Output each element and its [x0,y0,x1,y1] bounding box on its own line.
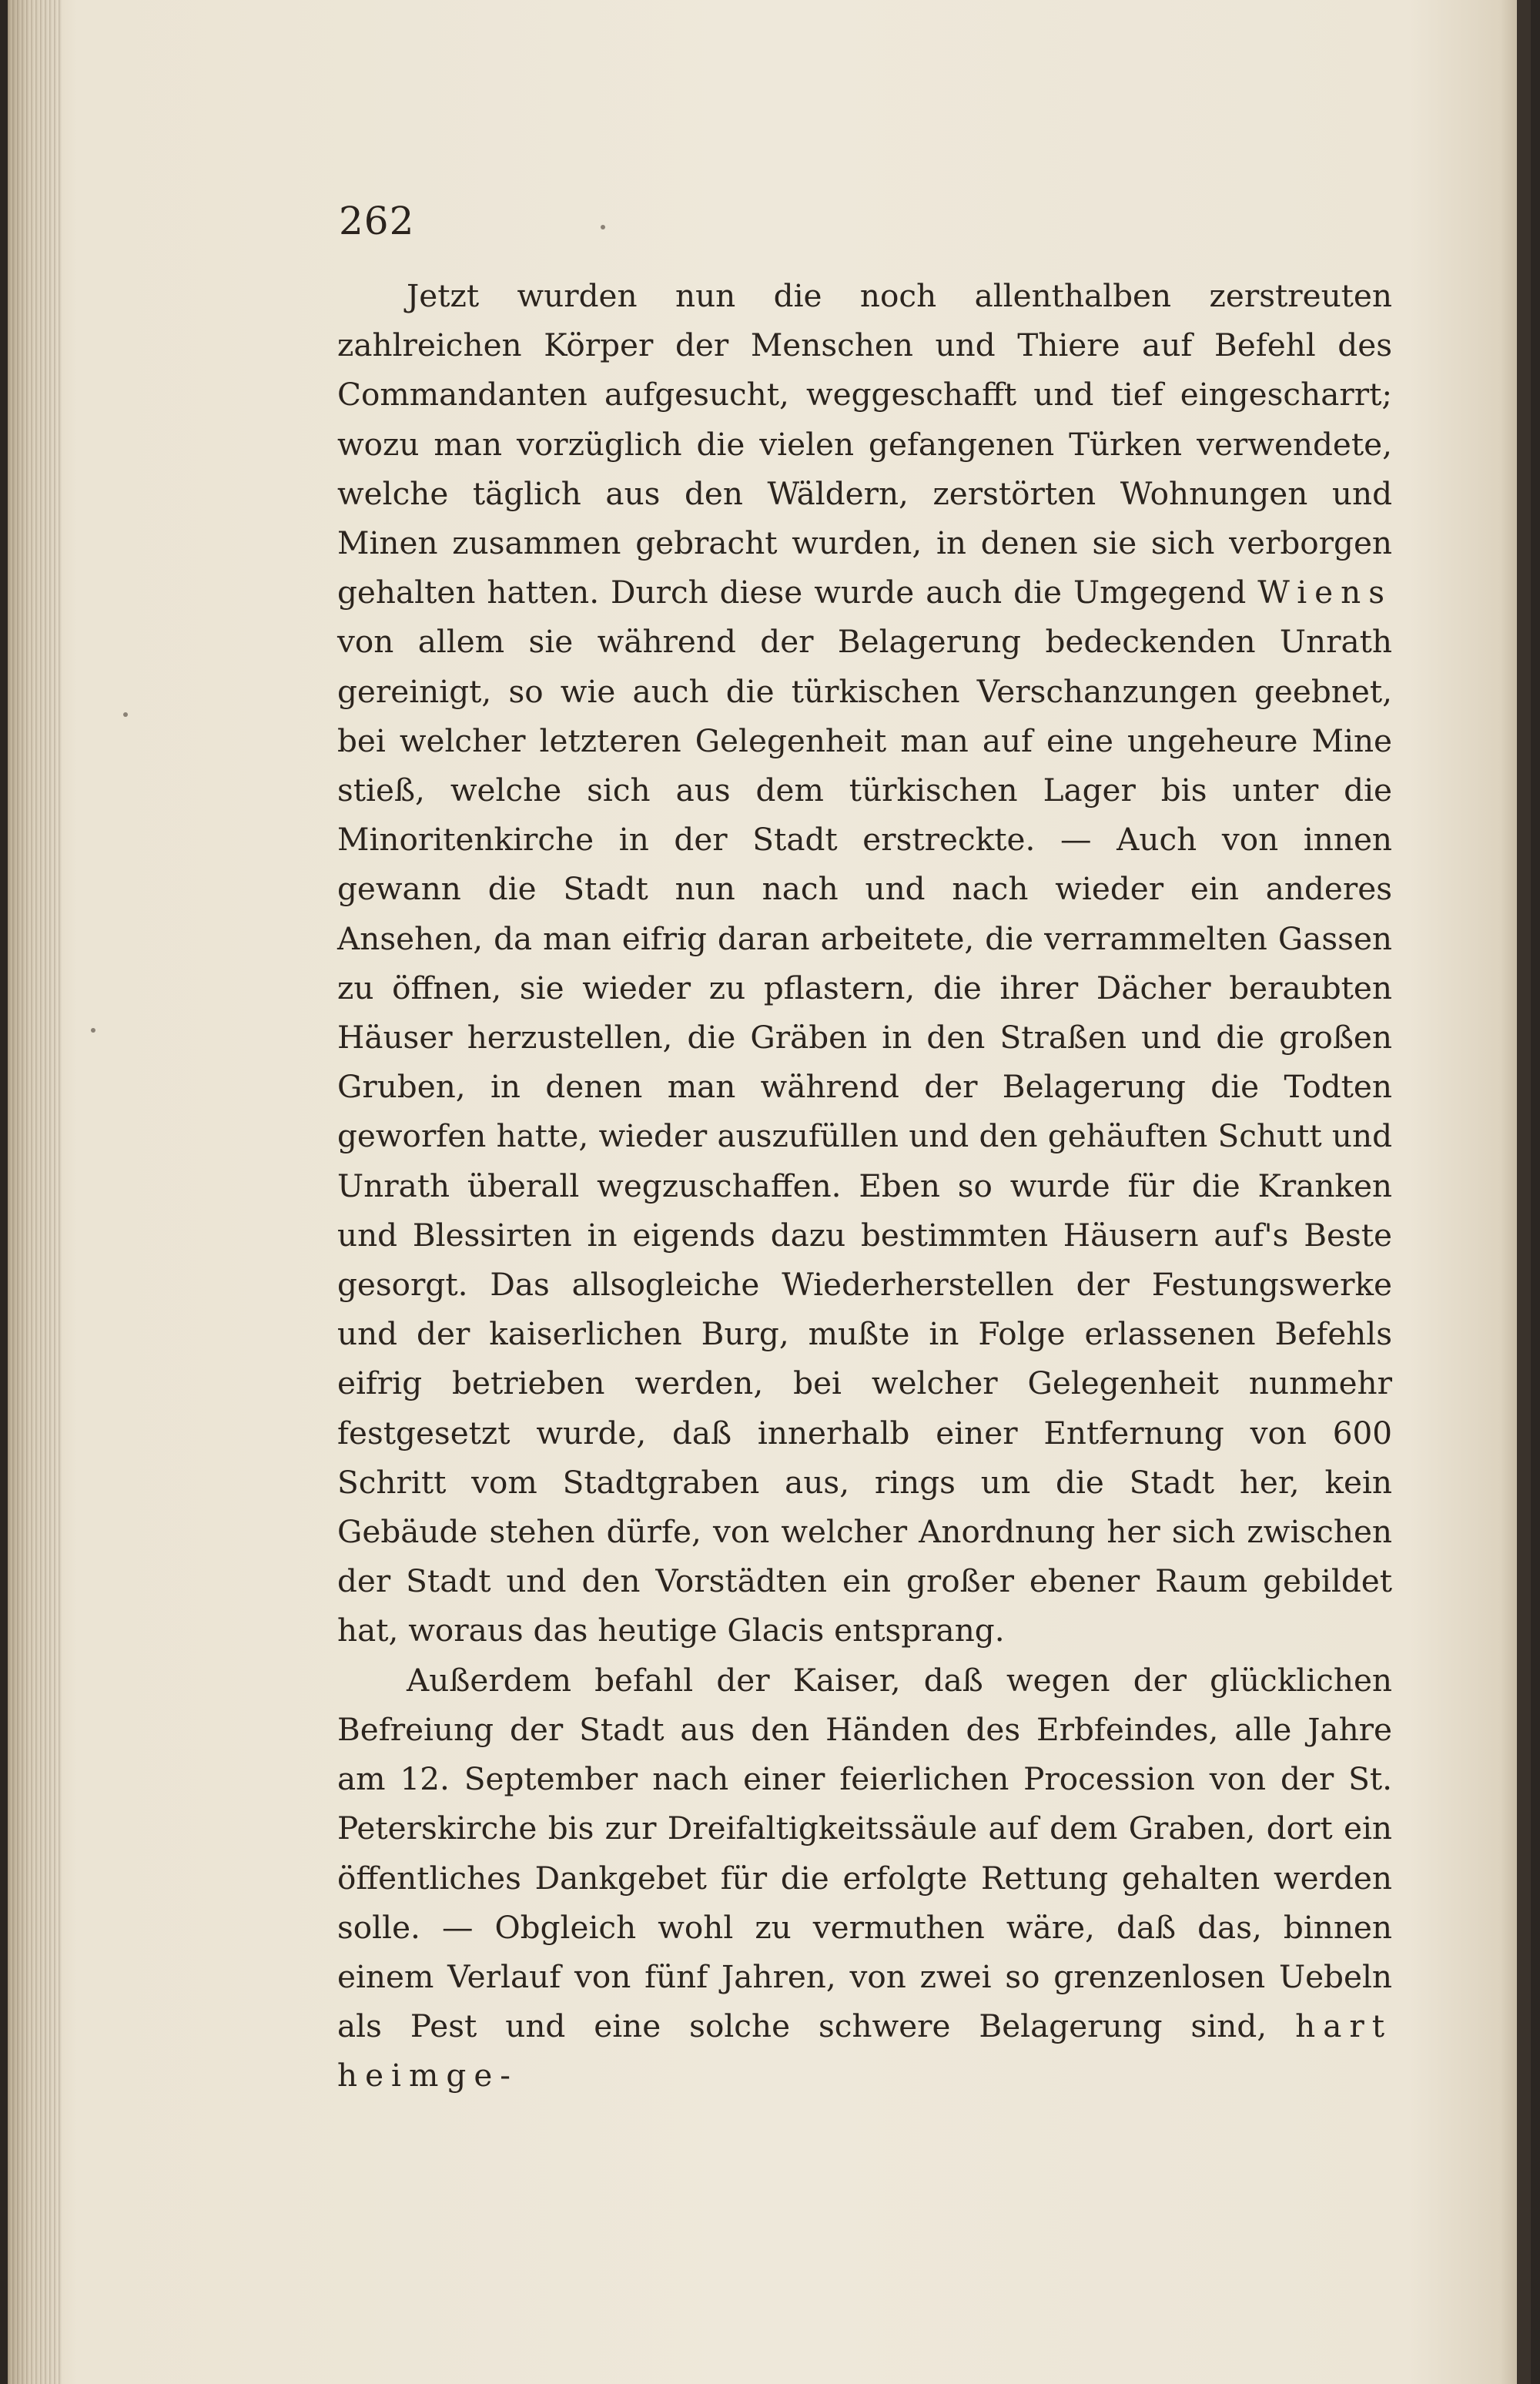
paper-speck [123,712,128,717]
book-page [8,0,1531,2384]
paragraph-1 [337,271,1392,1656]
page-number: 262 [339,199,415,243]
paragraph-2-emphasis: hart heimge- [337,2007,1393,2094]
paragraph-1-emphasis: Wiens [1257,574,1392,611]
body-text [337,271,1392,2101]
paragraph-1-text: Jetzt wurden nun die noch allenthalben zerstreuten zahlreichen Körper der Menschen und Thiere auf Befehl des Commandanten aufgesucht, weggeschafft und tief eingescharrt; wozu man vorzüglich die vielen gefangenen Türken verwendete, welche täglich aus den Wäldern, zerstörten Wohnungen und Minen zusammen gebracht wurden, in denen sie sich verborgen gehalten hatten. Durch diese wurde auch die Umgegend [337,277,1392,611]
paragraph-2 [337,1656,1392,2101]
paragraph-2-text: Außerdem befahl der Kaiser, daß wegen der glücklichen Befreiung der Stadt aus den Händen des Erbfeindes, alle Jahre am 12. September nach einer feierlichen Procession von der St. Peterskirche bis zur Dreifaltigkeitssäule auf dem Graben, dort ein öffentliches Dankgebet für die erfolgte Rettung gehalten werden solle. — Obgleich wohl zu vermuthen wäre, daß das, binnen einem Verlauf von fünf Jahren, von zwei so grenzenlosen Uebeln als Pest und eine solche schwere Belagerung sind, [337,1661,1392,2045]
paper-speck [91,1028,95,1033]
paragraph-1-continuation: von allem sie während der Belagerung bedeckenden Unrath gereinigt, so wie auch die türkischen Verschanzungen geebnet, bei welcher letzteren Gelegenheit man auf eine ungeheure Mine stieß, welche sich aus dem türkischen Lager bis unter die Minoritenkirche in der Stadt erstreckte. — Auch von innen gewann die Stadt nun nach und nach wieder ein anderes Ansehen, da man eifrig daran arbeitete, die verrammelten Gassen zu öffnen, sie wieder zu pflastern, die ihrer Dächer beraubten Häuser herzustellen, die Gräben in den Straßen und die großen Gruben, in denen man während der Belagerung die Todten geworfen hatte, wieder auszufüllen und den gehäuften Schutt und Unrath überall wegzuschaffen. Eben so wurde für die Kranken und Blessirten in eigends dazu bestimmten Häusern auf's Beste gesorgt. Das allsogleiche Wiederherstellen der Festungswerke und der kaiserlichen Burg, mußte in Folge erlassenen Befehls eifrig betrieben werden, bei welcher Gelegenheit nunmehr festgesetzt wurde, daß innerhalb einer Entfernung von 600 Schritt vom Stadtgraben aus, rings um die Stadt her, kein Gebäude stehen dürfe, von welcher Anordnung her sich zwischen der Stadt und den Vorstädten ein großer ebener Raum gebildet hat, woraus das heutige Glacis entsprang. [337,623,1392,1649]
page-binding-shadow [8,0,62,2384]
paper-speck [601,225,605,229]
page-right-edge [1517,0,1531,2384]
